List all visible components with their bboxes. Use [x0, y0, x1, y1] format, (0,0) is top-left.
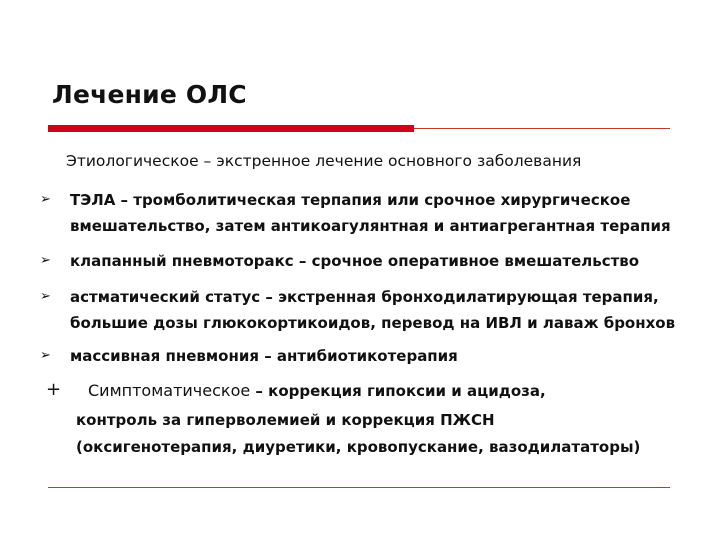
symptomatic-line-2: контроль за гиперволемией и коррекция ПЖСН: [76, 411, 495, 429]
symptomatic-heading: Симптоматическое: [88, 381, 251, 400]
symptomatic-line-3: (оксигенотерапия, диуретики, кровопускание, вазодилататоры): [76, 438, 641, 456]
slide-title: Лечение ОЛС: [52, 80, 247, 109]
plus-icon: +: [46, 379, 62, 400]
bullet-2-line-1: клапанный пневмоторакс – срочное оперативное вмешательство: [70, 252, 640, 270]
bullet-3-line-1: астматический статус – экстренная бронходилатирующая терапия,: [70, 288, 659, 306]
bullet-3-line-2: большие дозы глюкокортикоидов, перевод на ИВЛ и лаваж бронхов: [70, 314, 676, 332]
bottom-rule: [48, 487, 670, 488]
bullet-arrow-icon: ➢: [40, 253, 51, 268]
symptomatic-line-1-tail: – коррекция гипоксии и ацидоза,: [250, 382, 546, 400]
symptomatic-line-1: [88, 381, 546, 401]
etiological-heading: Этиологическое – экстренное лечение основного заболевания: [66, 152, 582, 170]
bullet-arrow-icon: ➢: [40, 192, 51, 207]
bullet-arrow-icon: ➢: [40, 289, 51, 304]
bullet-4-line-1: массивная пневмония – антибиотикотерапия: [70, 347, 458, 365]
title-accent-bar: [48, 125, 414, 132]
bullet-arrow-icon: ➢: [40, 348, 51, 363]
bullet-1-line-1: ТЭЛА – тромболитическая терпапия или срочное хирургическое: [70, 191, 631, 209]
bullet-1-line-2: вмешательство, затем антикоагулянтная и антиагрегантная терапия: [70, 217, 671, 235]
